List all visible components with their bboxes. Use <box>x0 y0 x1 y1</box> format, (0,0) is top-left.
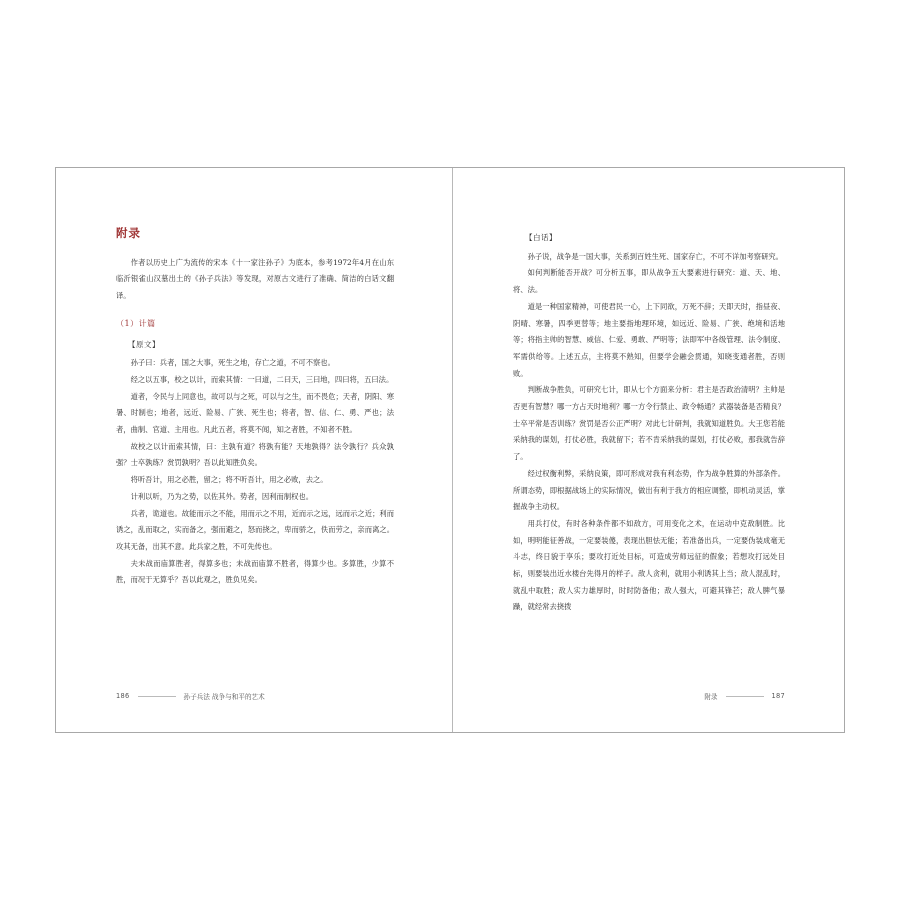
vernacular-paragraph: 经过权衡利弊，采纳良策，即可形成对我有利态势，作为战争胜算的外部条件。所谓态势，即根据战场上的实际情况，做出有利于我方的相应调整，即机动灵活，掌握战争主动权。 <box>513 468 785 512</box>
left-page-content <box>116 225 394 589</box>
appendix-heading: 附录 <box>116 226 141 240</box>
page-number: 186 <box>116 692 130 700</box>
original-paragraph: 孙子曰：兵者，国之大事，死生之地，存亡之道，不可不察也。 <box>130 358 335 368</box>
running-title: 附录 <box>704 693 718 701</box>
book-spread <box>55 167 845 733</box>
page-number: 187 <box>771 692 785 700</box>
vernacular-paragraph: 判断战争胜负，可研究七计，即从七个方面来分析：君主是否政治清明？主帅是否更有智慧？哪一方占天时地利？哪一方令行禁止、政令畅通？武器装备是否精良？士卒平常是否训练？赏罚是否公正严明？对此七计研判，我就知道胜负。大王您若能采纳我的谋划，打仗必胜，我就留下；若不肯采纳我的谋划，打仗必败，那我就告辞了。 <box>513 385 785 462</box>
original-paragraph: 道者，令民与上同意也，故可以与之死，可以与之生，而不畏危；天者，阴阳、寒暑、时制也；地者，远近、险易、广狭、死生也；将者，智、信、仁、勇、严也；法者，曲制、官道、主用也。凡此五者，将莫不闻，知之者胜，不知者不胜。 <box>116 391 394 435</box>
vernacular-paragraph: 如何判断能否开战？可分析五事，即从战争五大要素进行研究：道、天、地、将、法。 <box>513 268 785 295</box>
original-paragraph: 将听吾计，用之必胜，留之；将不听吾计，用之必败，去之。 <box>130 475 328 485</box>
section-title: （1）计篇 <box>116 318 156 328</box>
intro-paragraph: 作者以历史上广为流传的宋本《十一家注孙子》为底本，参考1972年4月在山东临沂银雀山汉墓出土的《孙子兵法》等发现，对原古文进行了准确、简洁的白话文翻译。 <box>116 257 394 301</box>
footer-rule <box>138 696 176 697</box>
original-paragraph: 经之以五事，校之以计，而索其情：一曰道，二曰天，三曰地，四曰将，五曰法。 <box>130 374 394 384</box>
running-title: 孙子兵法 战争与和平的艺术 <box>183 693 265 701</box>
footer-rule <box>726 696 764 697</box>
vernacular-label: 【白话】 <box>525 233 557 242</box>
original-text-label: 【原文】 <box>128 339 160 349</box>
right-page-content <box>513 230 785 616</box>
vernacular-paragraph: 用兵打仗，有时各种条件都不如敌方，可用变化之术，在运动中克敌制胜。比如，明明能征善战，一定要装傻，表现出胆怯无能；若准备出兵，一定要伪装成毫无斗志，终日貌于享乐；要攻打近处目标，可造成劳师远征的假象；若想攻打远处目标，则要装出近水楼台先得月的样子。敌人贪利，就用小利诱其上当；敌人混乱时，就乱中取胜；敌人实力雄厚时，时时防备他；敌人强大，可避其锋芒；敌人脾气暴躁，就经常去挠拨 <box>513 518 785 612</box>
original-paragraph: 夫未战而庙算胜者，得算多也；未战而庙算不胜者，得算少也。多算胜，少算不胜，而况于无算乎？吾以此观之，胜负见矣。 <box>116 558 394 585</box>
original-paragraph: 故校之以计而索其情，曰：主孰有道？将孰有能？天地孰得？法令孰行？兵众孰强？士卒孰练？赏罚孰明？吾以此知胜负矣。 <box>116 441 394 468</box>
left-page <box>56 168 452 732</box>
original-paragraph: 兵者，诡道也。故能而示之不能，用而示之不用，近而示之远，远而示之近；利而诱之，乱而取之，实而备之，强而避之，怒而挠之，卑而骄之，佚而劳之，亲而离之。攻其无备，出其不意。此兵家之胜，不可先传也。 <box>116 508 394 551</box>
vernacular-paragraph: 道是一种国家精神，可使君民一心，上下同欲，万死不辞；天即天时，指昼夜、阴晴、寒暑，四季更替等；地主要指地理环境，如远近、险易、广狭、绝境和活地等；将指主帅的智慧、威信、仁爱、勇敢、严明等；法即军中各级管理、法令制度、军需供给等。上述五点，主将莫不熟知，但要学会融会贯通，知晓变通者胜，否则败。 <box>513 301 785 378</box>
left-page-footer <box>116 691 265 701</box>
right-page <box>453 168 845 732</box>
vernacular-paragraph: 孙子说，战争是一国大事，关系到百姓生死、国家存亡，不可不详加考察研究。 <box>527 251 783 261</box>
right-page-footer <box>704 691 785 701</box>
original-paragraph: 计利以听，乃为之势，以佐其外。势者，因利而制权也。 <box>130 491 314 501</box>
